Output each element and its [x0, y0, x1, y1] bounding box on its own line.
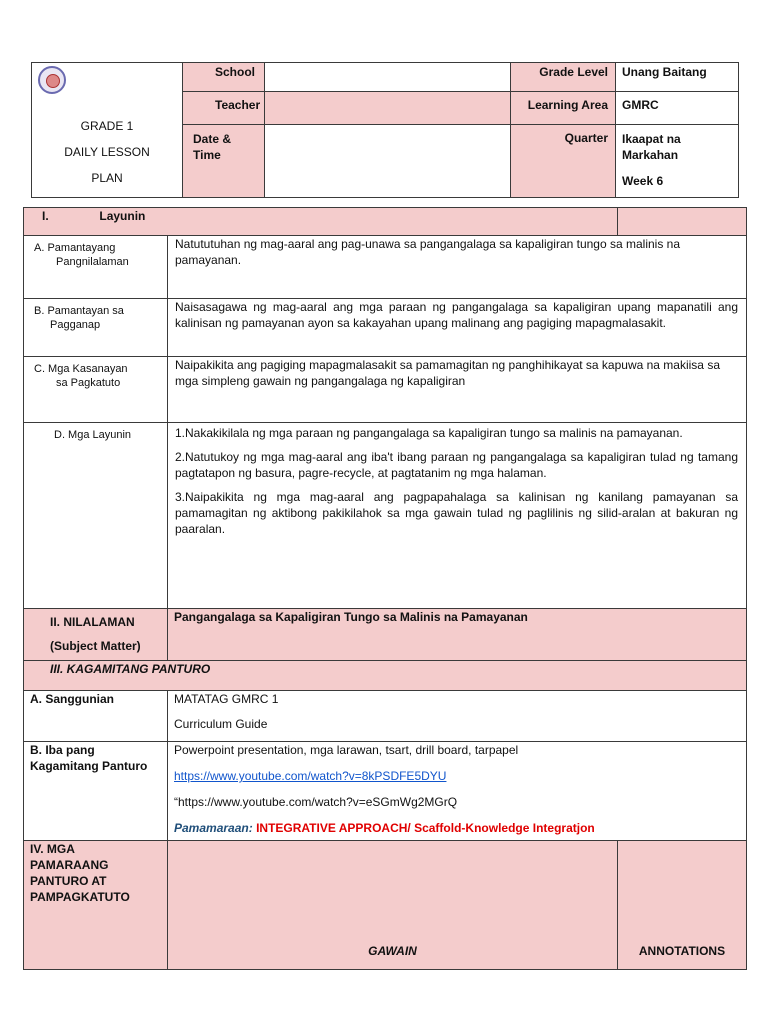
objectives-list [168, 423, 747, 609]
label-line: PANTURO AT [30, 874, 107, 888]
label-line: Pangnilalaman [56, 256, 129, 268]
performance-standard-label [24, 299, 168, 357]
label-line: PAMARAANG [30, 858, 109, 872]
label-line: II. NILALAMAN [50, 615, 135, 629]
objectives-heading [24, 208, 618, 236]
label-line: (Subject Matter) [50, 639, 141, 653]
label-line: A. Pamantayang [34, 242, 116, 254]
materials-line: Powerpoint presentation, mga larawan, tsart, drill board, tarpapel [174, 743, 519, 757]
annotations-column-header: ANNOTATIONS [618, 841, 747, 970]
plan-line: PLAN [91, 171, 123, 185]
objectives-heading-annotation [618, 208, 747, 236]
school-label: School [183, 63, 265, 92]
references-value [168, 691, 747, 742]
label-line: IV. MGA [30, 842, 75, 856]
quarter-line1: Ikaapat na [622, 132, 681, 146]
method-label: Pamamaraan: [174, 821, 253, 835]
label-line: Pagganap [50, 319, 101, 331]
method-value: INTEGRATIVE APPROACH/ Scaffold-Knowledge Integratjon [256, 821, 595, 835]
teacher-value [265, 92, 511, 125]
objective-item: 1.Nakakikilala ng mga paraan ng pangangalaga sa kapaligiran tungo sa malinis na pamayanan. [175, 426, 683, 440]
objective-item: 2.Natutukoy ng mga mag-aaral ang iba't ibang paraan ng pangangalaga sa kapaligiran tulad ng tamang pagtatapon ng basura, pagre-recycle, at pagtatanim ng mga halaman. [175, 450, 738, 480]
label-line: C. Mga Kasanayan [34, 363, 128, 375]
other-materials-label [24, 742, 168, 841]
label-line: sa Pagkatuto [56, 377, 121, 389]
week-value: Week 6 [622, 174, 664, 188]
grade-line: GRADE 1 [80, 119, 134, 133]
quarter-line2: Markahan [622, 148, 679, 162]
subject-matter-label [24, 609, 168, 661]
reference-line: MATATAG GMRC 1 [174, 692, 279, 706]
time-label: Time [193, 148, 221, 162]
date-time-label [183, 125, 265, 198]
section-title: Layunin [99, 209, 146, 223]
grade-cell [32, 63, 183, 198]
other-materials-value [168, 742, 747, 841]
label-line: B. Pamantayan sa [34, 305, 124, 317]
quarter-value [616, 125, 739, 198]
youtube-link-1[interactable]: https://www.youtube.com/watch?v=8kPSDFE5DYU [174, 769, 447, 783]
quarter-label: Quarter [511, 125, 616, 198]
competency-text: Naipakikita ang pagiging mapagmalasakit sa pamamagitan ng panghihikayat sa kapuwa na makiisa sa mga simpleng gawain ng pangangalaga ng kapaligiran [168, 357, 747, 423]
content-standard-label [24, 236, 168, 299]
subject-matter-value: Pangangalaga sa Kapaligiran Tungo sa Malinis na Pamayanan [168, 609, 747, 661]
section-number: I. [42, 209, 49, 223]
grade-level-value: Unang Baitang [616, 63, 739, 92]
date-label: Date & [193, 132, 232, 146]
performance-standard-text: Naisasagawa ng mag-aaral ang mga paraan ng pangangalaga sa kapaligiran upang mapanatili ang kalinisan ng pamayanan ayon sa kakayahan upang malinang ang pagiging mapagmalasakit. [168, 299, 747, 357]
objectives-label: D. Mga Layunin [24, 423, 168, 609]
competency-label [24, 357, 168, 423]
grade-level-label: Grade Level [511, 63, 616, 92]
method-line [174, 820, 746, 836]
youtube-link-2: “https://www.youtube.com/watch?v=eSGmWg2MGrQ [174, 795, 458, 809]
header-table [31, 62, 739, 198]
objective-item: 3.Naipakikita ng mga mag-aaral ang pagpapahalaga sa kalinisan ng kanilang pamayanan sa pamamagitan ng aktibong pakikilahok sa mga gawain tulad ng paglilinis ng silid-aralan at bakuran ng paaralan. [175, 490, 738, 536]
label-line: PAMPAGKATUTO [30, 890, 130, 904]
deped-seal-icon [38, 66, 66, 94]
date-time-value [265, 125, 511, 198]
learning-area-value: GMRC [616, 92, 739, 125]
lesson-plan-table [23, 207, 747, 970]
materials-heading: III. KAGAMITANG PANTURO [24, 661, 747, 691]
references-label: A. Sanggunian [24, 691, 168, 742]
content-standard-text: Natututuhan ng mag-aaral ang pag-unawa sa pangangalaga sa kapaligiran tungo sa malinis na pamayanan. [168, 236, 747, 299]
learning-area-label: Learning Area [511, 92, 616, 125]
reference-line: Curriculum Guide [174, 717, 268, 731]
label-line: Kagamitang Panturo [30, 759, 148, 773]
teacher-label: Teacher [183, 92, 265, 125]
school-value [265, 63, 511, 92]
label-line: B. Iba pang [30, 743, 95, 757]
procedures-label [24, 841, 168, 970]
gawain-column-header: GAWAIN [168, 841, 618, 970]
daily-lesson-line: DAILY LESSON [64, 145, 150, 159]
